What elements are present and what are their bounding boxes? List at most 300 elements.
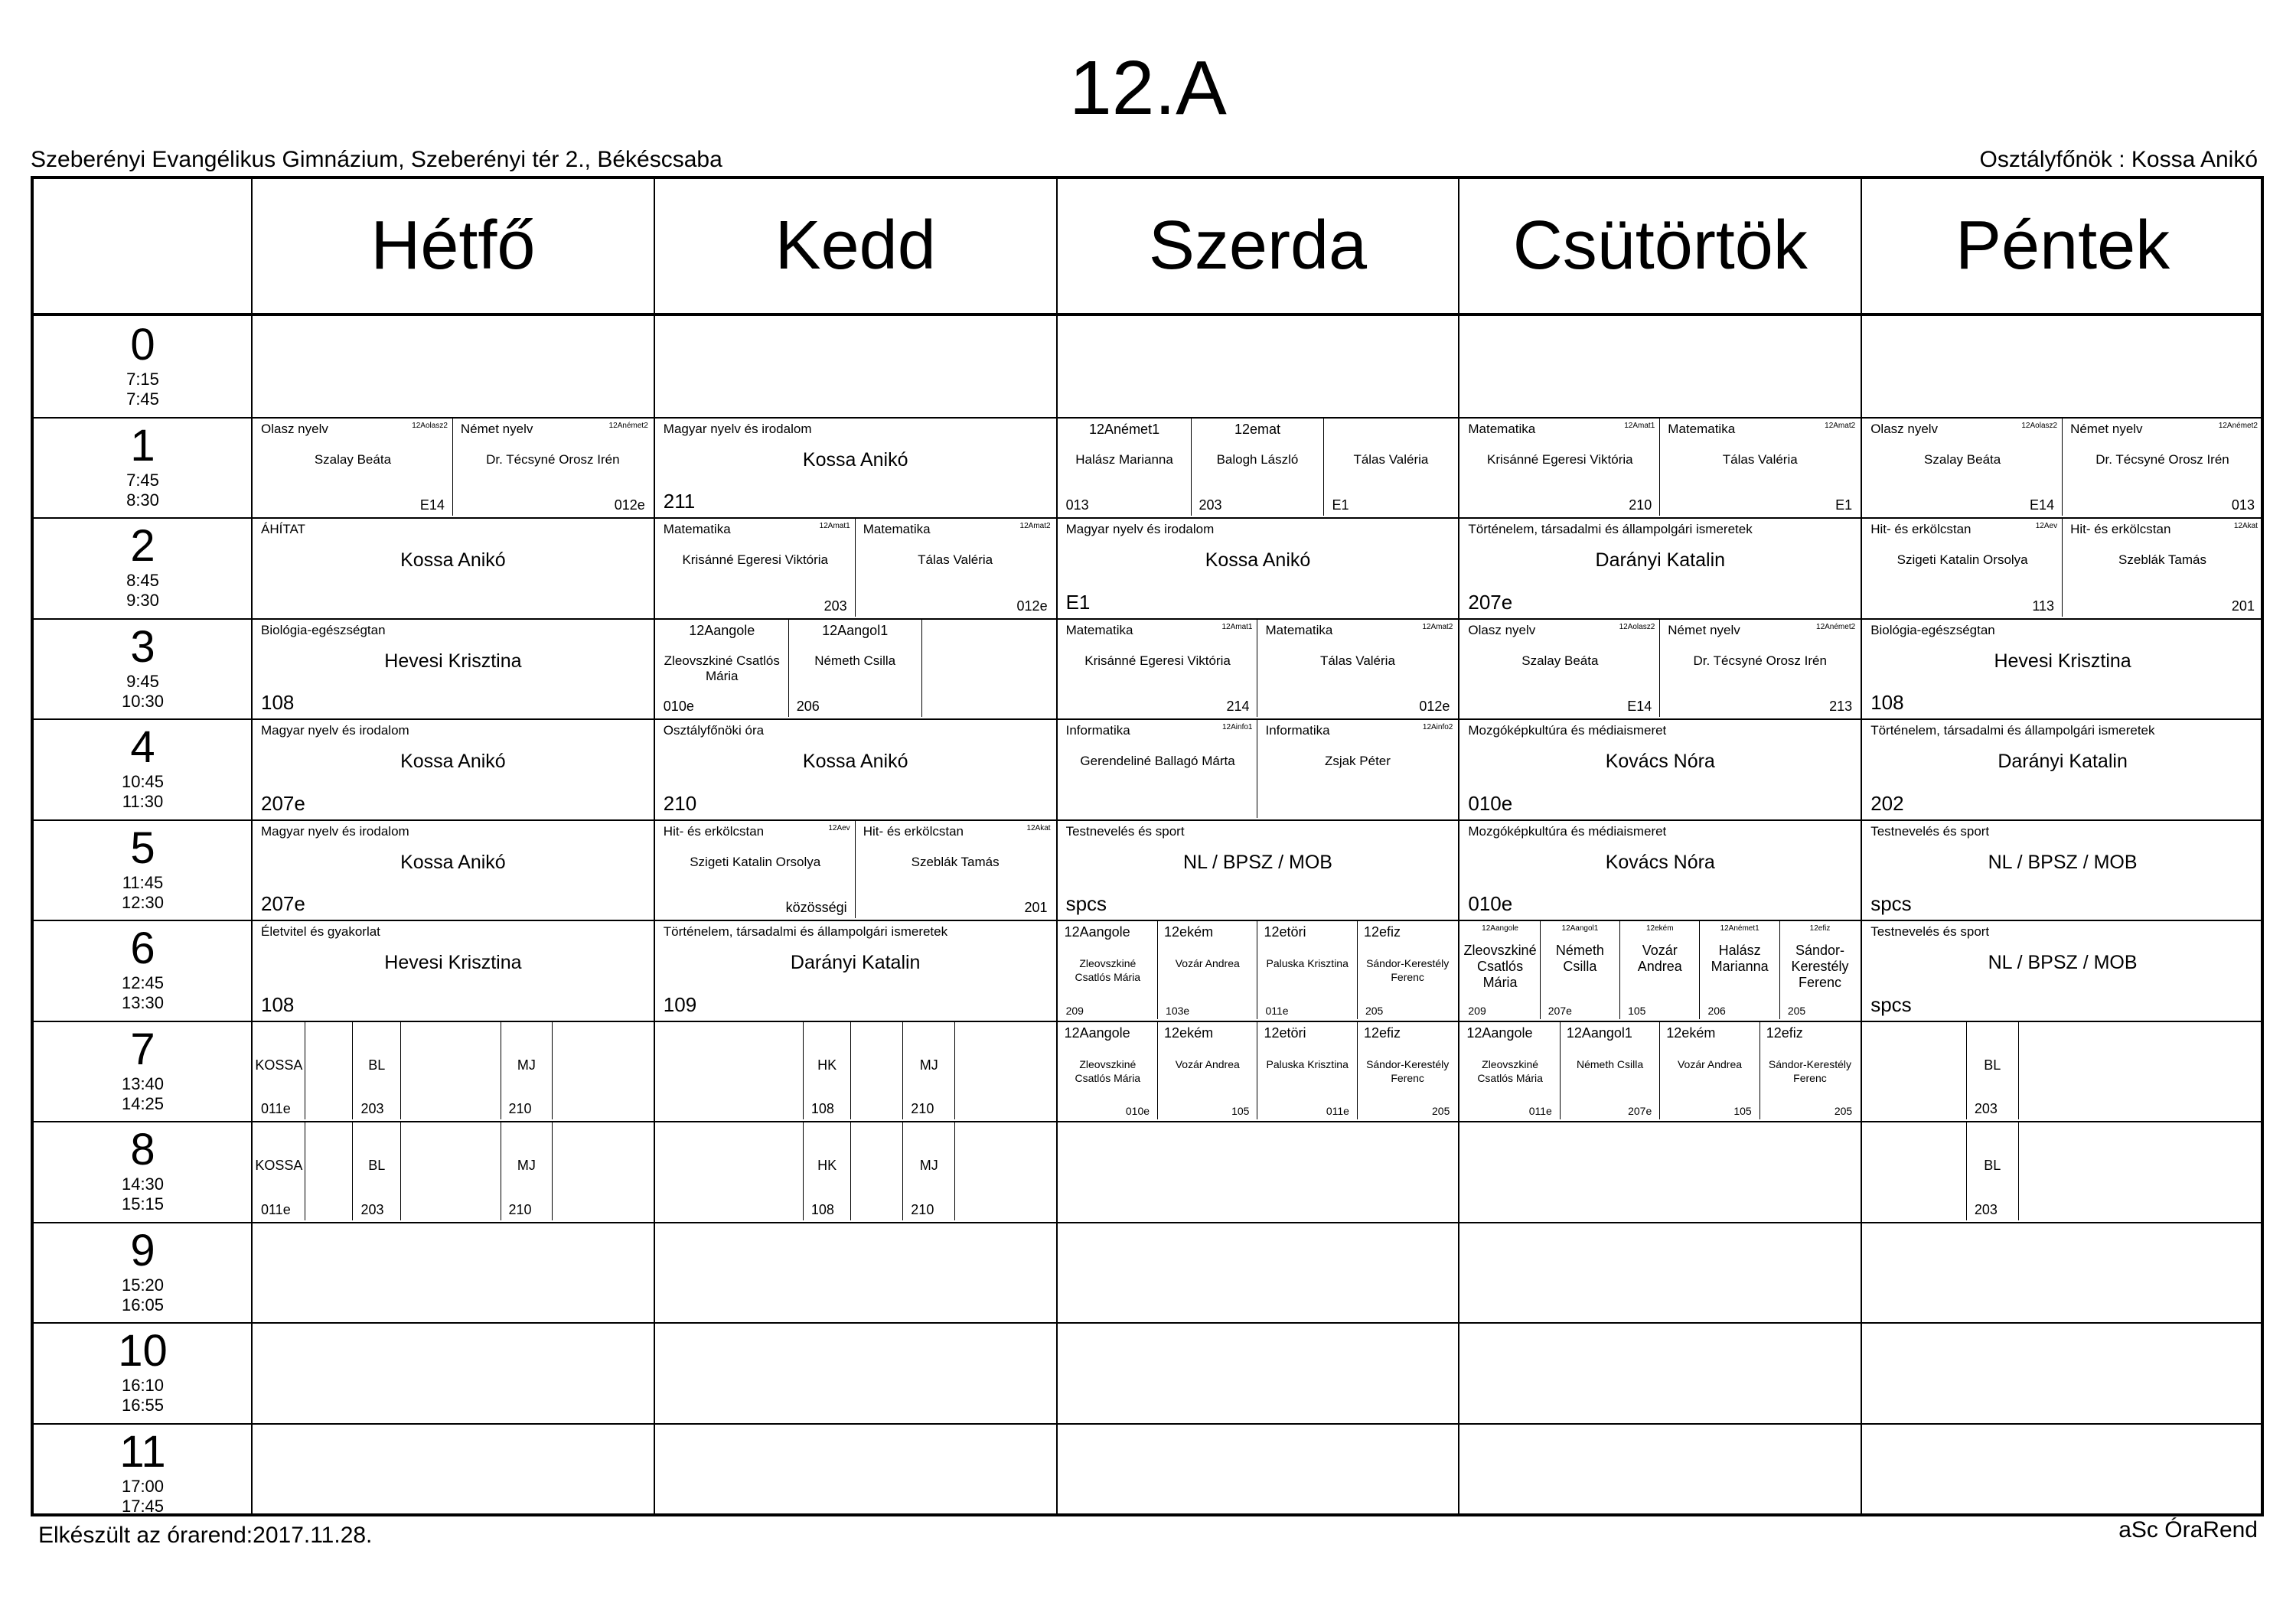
lesson-part[interactable]	[1358, 921, 1457, 1019]
lesson-part[interactable]	[656, 419, 1055, 516]
subject-name: Olasz nyelv	[1468, 622, 1536, 637]
row-divider	[34, 1423, 2261, 1425]
subject-name: Olasz nyelv	[1870, 421, 1939, 436]
teacher-name: Szigeti Katalin Orsolya	[690, 854, 821, 869]
teacher-name: Sándor-Kerestély Ferenc	[1366, 957, 1450, 983]
teacher-code: BL	[1984, 1057, 2001, 1073]
lesson-part[interactable]	[1460, 921, 1540, 1019]
lesson-part[interactable]	[1660, 419, 1860, 516]
lesson-part[interactable]	[656, 1122, 804, 1220]
subject-name: Biológia-egészségtan	[1870, 622, 1995, 637]
subject-name: Történelem, társadalmi és állampolgári ismeretek	[1870, 723, 2155, 738]
lesson-cell[interactable]	[1863, 821, 2262, 919]
period-label	[34, 1222, 252, 1323]
teacher-name: Krisánné Egeresi Viktória	[1084, 653, 1231, 668]
room-number: 210	[1629, 497, 1652, 513]
lesson-part[interactable]	[856, 519, 1055, 617]
group-code: 12Aolasz2	[412, 421, 448, 430]
lesson-part[interactable]	[305, 1122, 354, 1220]
lesson-part[interactable]	[903, 1122, 955, 1220]
period-number: 8	[130, 1125, 155, 1174]
lesson-part[interactable]	[501, 1122, 553, 1220]
lesson-part[interactable]	[1967, 1122, 2019, 1220]
lesson-cell[interactable]	[656, 1022, 1055, 1120]
lesson-part[interactable]	[2063, 519, 2262, 617]
lesson-part[interactable]	[1863, 821, 2262, 919]
lesson-part[interactable]	[1967, 1022, 2019, 1120]
lesson-cell[interactable]	[1058, 1022, 1458, 1120]
room-number: 210	[508, 1201, 532, 1217]
room-number: 011e	[261, 1201, 291, 1217]
subject-name: Osztályfőnöki óra	[663, 723, 765, 738]
subject-name: Matematika	[1668, 421, 1736, 436]
lesson-part[interactable]	[851, 1022, 903, 1120]
lesson-part[interactable]	[903, 1022, 955, 1120]
lesson-part[interactable]	[1158, 921, 1257, 1019]
lesson-cell[interactable]	[1460, 1022, 1860, 1120]
lesson-part[interactable]	[1460, 821, 1860, 919]
lesson-part[interactable]	[656, 1022, 804, 1120]
period-start: 9:45	[126, 671, 159, 691]
period-end: 14:25	[121, 1093, 165, 1113]
room-number: 214	[1226, 699, 1250, 714]
period-start: 7:15	[126, 370, 159, 389]
lesson-part[interactable]	[656, 921, 1055, 1019]
lesson-part[interactable]	[253, 519, 653, 617]
group-code: 12efiz	[1809, 924, 1831, 933]
room-number: 203	[1974, 1201, 1998, 1217]
lesson-cell[interactable]	[1460, 620, 1860, 718]
group-header: 12efiz	[1363, 924, 1401, 940]
lesson-cell[interactable]	[1863, 921, 2262, 1019]
header-divider	[34, 313, 2261, 316]
room-number: 012e	[1016, 598, 1048, 614]
subject-name: Informatika	[1265, 723, 1330, 738]
teacher-name: Hevesi Krisztina	[384, 650, 522, 672]
teacher-name: Szalay Beáta	[1924, 451, 2001, 467]
room-number: 011e	[1528, 1105, 1552, 1117]
lesson-part[interactable]	[253, 419, 453, 516]
lesson-part[interactable]	[2019, 1022, 2262, 1120]
period-number: 2	[130, 521, 155, 571]
teacher-name: Balogh László	[1216, 451, 1299, 467]
lesson-cell[interactable]	[253, 519, 653, 617]
teacher-code: BL	[368, 1057, 386, 1073]
lesson-part[interactable]	[1460, 720, 1860, 818]
room-number: 213	[1829, 699, 1853, 714]
teacher-name: Vozár Andrea	[1677, 1057, 1743, 1070]
lesson-part[interactable]	[1863, 1022, 1967, 1120]
lesson-part[interactable]	[353, 1122, 401, 1220]
room-number: spcs	[1870, 892, 1912, 915]
period-end: 11:30	[122, 792, 164, 811]
period-end: 7:45	[126, 389, 159, 409]
teacher-name: Sándor-Kerestély Ferenc	[1768, 1057, 1852, 1084]
teacher-name: NL / BPSZ / MOB	[1183, 851, 1332, 873]
room-number: 010e	[1468, 791, 1513, 815]
period-label	[34, 819, 252, 920]
room-number: 210	[911, 1201, 934, 1217]
lesson-part[interactable]	[1660, 620, 1860, 718]
group-code: 12Amat2	[1825, 421, 1856, 430]
group-header: 12ekém	[1164, 1025, 1214, 1041]
group-code: 12Aolasz2	[1619, 622, 1655, 631]
subject-name: Mozgóképkultúra és médiaismeret	[1468, 823, 1667, 839]
lesson-part[interactable]	[2019, 1122, 2262, 1220]
lesson-part[interactable]	[851, 1122, 903, 1220]
teacher-name: Szeblák Tamás	[911, 854, 1000, 869]
lesson-cell[interactable]	[1863, 620, 2262, 718]
teacher-name: Hevesi Krisztina	[1994, 650, 2131, 672]
period-label	[34, 1121, 252, 1222]
lesson-cell[interactable]	[1058, 921, 1458, 1019]
period-start: 14:30	[121, 1174, 165, 1194]
created-date: Elkészült az órarend:2017.11.28.	[38, 1523, 373, 1548]
lesson-part[interactable]	[1058, 720, 1258, 818]
lesson-part[interactable]	[253, 821, 653, 919]
room-number: 012e	[614, 497, 645, 513]
lesson-cell[interactable]	[656, 419, 1055, 516]
lesson-part[interactable]	[1700, 921, 1779, 1019]
group-code: 12Anémet1	[1720, 924, 1760, 933]
lesson-part[interactable]	[1324, 419, 1457, 516]
period-label	[34, 618, 252, 719]
lesson-part[interactable]	[656, 620, 789, 718]
room-number: spcs	[1065, 892, 1107, 915]
subject-name: Hit- és erkölcstan	[863, 823, 964, 839]
period-label	[34, 517, 252, 618]
teacher-name: Krisánné Egeresi Viktória	[1487, 451, 1633, 467]
lesson-part[interactable]	[1760, 1022, 1860, 1120]
lesson-cell[interactable]	[1863, 720, 2262, 818]
lesson-part[interactable]	[1780, 921, 1860, 1019]
lesson-part[interactable]	[1561, 1022, 1660, 1120]
period-label	[34, 1322, 252, 1423]
lesson-cell[interactable]	[656, 720, 1055, 818]
room-number: 205	[1365, 1004, 1384, 1017]
lesson-part[interactable]	[1358, 1022, 1457, 1120]
room-number: 203	[360, 1101, 384, 1116]
period-end: 13:30	[121, 993, 165, 1012]
room-number: 105	[1733, 1105, 1752, 1117]
teacher-name: Paluska Krisztina	[1266, 1057, 1349, 1070]
lesson-cell[interactable]	[1460, 519, 1860, 617]
teacher-name: Tálas Valéria	[1722, 451, 1798, 467]
lesson-part[interactable]	[305, 1022, 354, 1120]
lesson-cell[interactable]	[253, 419, 653, 516]
lesson-cell[interactable]	[1058, 620, 1458, 718]
lesson-cell[interactable]	[1058, 821, 1458, 919]
column-divider	[654, 179, 655, 1513]
group-code: 12Ainfo1	[1222, 723, 1253, 731]
room-number: E14	[419, 497, 445, 513]
teacher-name: Tálas Valéria	[918, 552, 993, 567]
lesson-part[interactable]	[1541, 921, 1620, 1019]
lesson-cell[interactable]	[253, 1022, 653, 1120]
group-code: 12Anémet2	[1816, 622, 1856, 631]
lesson-part[interactable]	[1058, 519, 1458, 617]
subject-name: Olasz nyelv	[261, 421, 328, 436]
lesson-part[interactable]	[1460, 519, 1860, 617]
group-header: 12efiz	[1766, 1025, 1803, 1041]
lesson-part[interactable]	[1058, 1022, 1158, 1120]
room-number: 109	[663, 992, 697, 1016]
group-code: 12Akat	[2233, 522, 2258, 530]
teacher-name: Sándor-Kerestély Ferenc	[1791, 943, 1849, 990]
teacher-name: Zleovszkiné Csatlós Mária	[1075, 1057, 1141, 1084]
lesson-part[interactable]	[1058, 620, 1258, 718]
room-number: 210	[911, 1101, 934, 1116]
lesson-part[interactable]	[1660, 1022, 1760, 1120]
lesson-part[interactable]	[1460, 419, 1660, 516]
teacher-name: Sándor-Kerestély Ferenc	[1366, 1057, 1450, 1084]
room-number: 203	[1974, 1101, 1998, 1116]
period-start: 13:40	[121, 1073, 165, 1093]
room-number: 203	[823, 598, 847, 614]
lesson-part[interactable]	[656, 519, 856, 617]
teacher-code: MJ	[517, 1057, 536, 1073]
period-end: 15:15	[121, 1194, 165, 1213]
period-label	[34, 920, 252, 1021]
room-number: 206	[1707, 1004, 1726, 1017]
lesson-part[interactable]	[253, 620, 653, 718]
subject-name: Matematika	[1065, 622, 1133, 637]
period-start: 16:10	[121, 1376, 165, 1395]
period-start: 15:20	[121, 1275, 165, 1295]
group-header: 12Aangol1	[1566, 1025, 1632, 1041]
group-code: 12Aolasz2	[2021, 421, 2058, 430]
lesson-part[interactable]	[2063, 419, 2262, 516]
lesson-part[interactable]	[453, 419, 653, 516]
teacher-name: Zleovszkiné Csatlós Mária	[1463, 943, 1537, 990]
room-number: 013	[1065, 497, 1089, 513]
group-code: 12Amat1	[819, 522, 850, 530]
subject-name: Matematika	[1468, 421, 1536, 436]
group-code: 12Anémet2	[608, 421, 648, 430]
lesson-cell[interactable]	[656, 1122, 1055, 1220]
teacher-name: Kossa Anikó	[802, 751, 908, 772]
subject-name: Hit- és erkölcstan	[1870, 522, 1971, 536]
day-header: Kedd	[775, 207, 936, 284]
group-code: 12Aev	[2035, 522, 2058, 530]
group-code: 12Anémet2	[2218, 421, 2258, 430]
lesson-part[interactable]	[656, 821, 856, 919]
lesson-part[interactable]	[1257, 921, 1357, 1019]
lesson-part[interactable]	[1863, 419, 2063, 516]
lesson-cell[interactable]	[1058, 519, 1458, 617]
room-number: 205	[1432, 1105, 1450, 1117]
group-code: 12Amat1	[1624, 421, 1655, 430]
lesson-cell[interactable]	[1863, 1022, 2262, 1120]
room-number: 211	[663, 490, 696, 513]
room-number: 206	[796, 699, 820, 714]
lesson-part[interactable]	[955, 1122, 1055, 1220]
period-start: 10:45	[121, 772, 165, 791]
school-name: Szeberényi Evangélikus Gimnázium, Szeberényi tér 2., Békéscsaba	[31, 147, 722, 172]
lesson-cell[interactable]	[1460, 720, 1860, 818]
lesson-part[interactable]	[1620, 921, 1700, 1019]
lesson-part[interactable]	[1863, 921, 2262, 1019]
room-number: 201	[2231, 598, 2255, 614]
period-number: 9	[130, 1225, 155, 1275]
lesson-cell[interactable]	[253, 620, 653, 718]
period-label	[34, 417, 252, 518]
lesson-part[interactable]	[401, 1122, 501, 1220]
lesson-cell[interactable]	[656, 921, 1055, 1019]
subject-name: Matematika	[1265, 622, 1333, 637]
room-number: 203	[360, 1201, 384, 1217]
teacher-name: Szalay Beáta	[314, 451, 392, 467]
room-number: 108	[810, 1201, 834, 1217]
teacher-name: Németh Csilla	[814, 653, 896, 668]
lesson-cell[interactable]	[1863, 1122, 2262, 1220]
lesson-part[interactable]	[1058, 419, 1192, 516]
period-label	[34, 718, 252, 819]
room-number: 207e	[1628, 1105, 1652, 1117]
subject-name: Német nyelv	[460, 421, 533, 436]
lesson-cell[interactable]	[253, 1122, 653, 1220]
period-number: 10	[118, 1326, 168, 1376]
lesson-part[interactable]	[1257, 620, 1457, 718]
lesson-part[interactable]	[253, 1122, 305, 1220]
room-number: 010e	[1468, 892, 1513, 915]
lesson-part[interactable]	[553, 1022, 652, 1120]
room-number: 010e	[1125, 1105, 1150, 1117]
room-number: 105	[1231, 1105, 1250, 1117]
lesson-part[interactable]	[804, 1022, 852, 1120]
teacher-name: Szeblák Tamás	[2118, 552, 2206, 567]
column-divider	[1861, 179, 1862, 1513]
lesson-cell[interactable]	[253, 921, 653, 1019]
lesson-part[interactable]	[1863, 720, 2262, 818]
lesson-cell[interactable]	[253, 720, 653, 818]
period-number: 3	[130, 621, 155, 672]
lesson-part[interactable]	[501, 1022, 553, 1120]
lesson-part[interactable]	[253, 921, 653, 1019]
lesson-part[interactable]	[401, 1022, 501, 1120]
subject-name: Hit- és erkölcstan	[2070, 522, 2171, 536]
lesson-part[interactable]	[1863, 620, 2262, 718]
lesson-part[interactable]	[1257, 1022, 1357, 1120]
group-code: 12Ainfo2	[1422, 723, 1453, 731]
group-code: 12Aangol1	[1561, 924, 1599, 933]
period-number: 4	[130, 722, 155, 772]
lesson-part[interactable]	[1192, 419, 1325, 516]
lesson-part[interactable]	[789, 620, 922, 718]
software-name: aSc ÓraRend	[2118, 1517, 2258, 1542]
teacher-code: MJ	[919, 1057, 938, 1073]
subject-name: Matematika	[663, 522, 731, 536]
lesson-part[interactable]	[253, 720, 653, 818]
subject-name: Német nyelv	[1668, 622, 1740, 637]
day-header: Hétfő	[370, 207, 536, 284]
room-number: 209	[1065, 1004, 1084, 1017]
room-number: E1	[1835, 497, 1853, 513]
lesson-part[interactable]	[1460, 1022, 1560, 1120]
lesson-part[interactable]	[1058, 921, 1158, 1019]
lesson-cell[interactable]	[1863, 519, 2262, 617]
teacher-name: Szalay Beáta	[1521, 653, 1599, 668]
lesson-cell[interactable]	[1863, 419, 2262, 516]
group-code: 12Amat1	[1221, 622, 1253, 631]
subject-name: Informatika	[1065, 723, 1130, 738]
room-number: közösségi	[785, 900, 847, 915]
period-start: 12:45	[121, 973, 165, 992]
lesson-part[interactable]	[353, 1022, 401, 1120]
teacher-code: MJ	[919, 1158, 938, 1173]
lesson-part[interactable]	[1863, 1122, 1967, 1220]
lesson-part[interactable]	[856, 821, 1055, 919]
teacher-name: Halász Marianna	[1075, 451, 1173, 467]
group-header: 12Anémet1	[1089, 421, 1160, 437]
room-number: 013	[2231, 497, 2255, 513]
period-start: 8:45	[126, 571, 159, 590]
lesson-cell[interactable]	[656, 519, 1055, 617]
room-number: 011e	[1265, 1004, 1289, 1017]
lesson-part[interactable]	[804, 1122, 852, 1220]
lesson-cell[interactable]	[656, 620, 1055, 718]
lesson-part[interactable]	[1257, 720, 1457, 818]
day-header: Csütörtök	[1512, 207, 1808, 284]
period-end: 9:30	[126, 591, 159, 610]
lesson-cell[interactable]	[1058, 720, 1458, 818]
lesson-part[interactable]	[922, 620, 1055, 718]
period-end: 12:30	[121, 892, 165, 912]
lesson-part[interactable]	[1460, 620, 1660, 718]
column-divider	[1056, 179, 1058, 1513]
lesson-part[interactable]	[1058, 821, 1458, 919]
teacher-name: NL / BPSZ / MOB	[1988, 851, 2138, 873]
room-number: 201	[1024, 900, 1048, 915]
lesson-part[interactable]	[955, 1022, 1055, 1120]
lesson-cell[interactable]	[656, 821, 1055, 919]
lesson-part[interactable]	[656, 720, 1055, 818]
lesson-cell[interactable]	[1460, 821, 1860, 919]
subject-name: Hit- és erkölcstan	[663, 823, 765, 839]
teacher-name: Tálas Valéria	[1319, 653, 1395, 668]
group-header: 12emat	[1234, 421, 1280, 437]
head-teacher: Osztályfőnök : Kossa Anikó	[1979, 147, 2258, 172]
teacher-name: Paluska Krisztina	[1266, 957, 1349, 969]
teacher-code: KOSSA	[255, 1158, 303, 1173]
lesson-cell[interactable]	[1058, 419, 1458, 516]
lesson-part[interactable]	[253, 1022, 305, 1120]
lesson-cell[interactable]	[1460, 419, 1860, 516]
teacher-name: Zleovszkiné Csatlós Mária	[1477, 1057, 1543, 1084]
teacher-name: Kossa Anikó	[1205, 549, 1311, 571]
lesson-part[interactable]	[553, 1122, 652, 1220]
teacher-name: Németh Csilla	[1576, 1057, 1644, 1070]
teacher-name: Kovács Nóra	[1605, 851, 1715, 873]
period-label	[34, 1021, 252, 1122]
room-number: 011e	[261, 1101, 291, 1116]
group-header: 12Aangol1	[822, 622, 889, 638]
subject-name: Történelem, társadalmi és állampolgári ismeretek	[1468, 522, 1753, 536]
room-number: 105	[1628, 1004, 1646, 1017]
room-number: E14	[2030, 497, 2055, 513]
period-number: 6	[130, 924, 155, 973]
teacher-name: Németh Csilla	[1555, 943, 1604, 974]
teacher-code: BL	[1984, 1158, 2001, 1173]
lesson-cell[interactable]	[253, 821, 653, 919]
lesson-part[interactable]	[1158, 1022, 1257, 1120]
lesson-part[interactable]	[1863, 519, 2063, 617]
teacher-code: BL	[368, 1158, 386, 1173]
teacher-name: Szigeti Katalin Orsolya	[1896, 552, 2028, 567]
teacher-name: Zleovszkiné Csatlós Mária	[664, 653, 780, 683]
room-number: 207e	[1548, 1004, 1572, 1017]
lesson-cell[interactable]	[1460, 921, 1860, 1019]
